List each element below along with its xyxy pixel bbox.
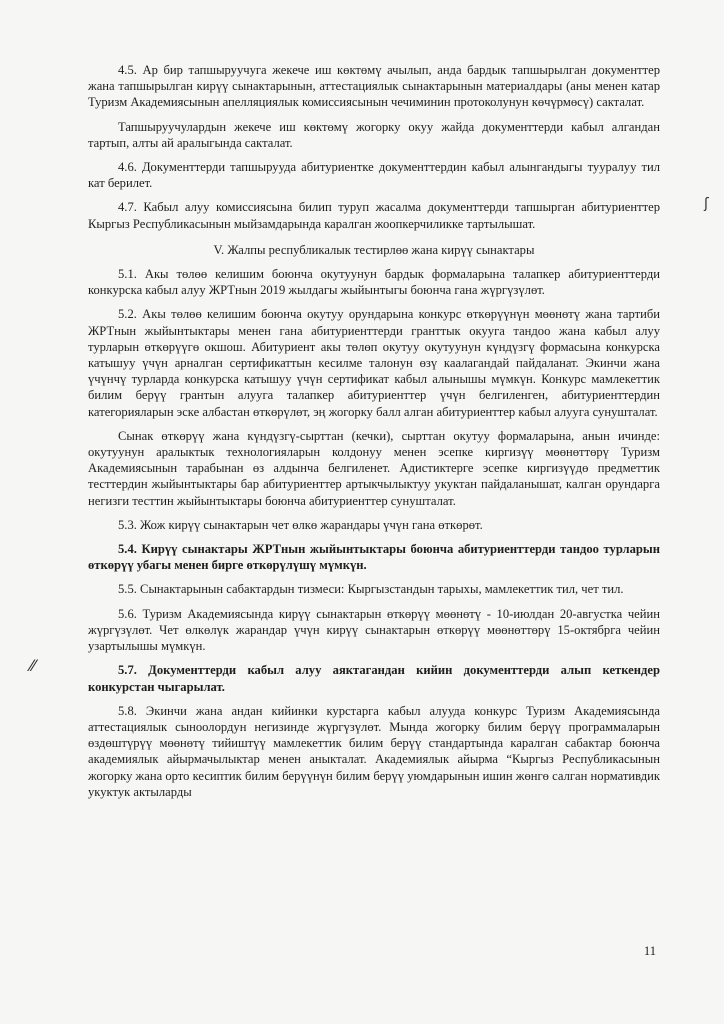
paragraph-5-1: 5.1. Акы төлөө келишим боюнча окутуунун бардык формаларына талапкер абитуриенттерди конкурска кабыл алуу ЖРТнын 2019 жылдагы жыйынтыгы боюнча гана жүргүзүлөт.: [88, 267, 660, 298]
paragraph-5-7: 5.7. Документтерди кабыл алуу аяктагандан кийин документтерди алып кеткендер конкурстан чыгарылат.: [88, 663, 660, 694]
margin-scribble: ⁄⁄: [30, 656, 36, 675]
section-heading: V. Жалпы республикалык тестирлөө жана кирүү сынактары: [213, 242, 535, 257]
paragraph-5-3: 5.3. Жож кирүү сынактарын чет өлкө жарандары үчүн гана өткөрөт.: [118, 517, 483, 532]
document-body: [88, 62, 660, 808]
paragraph-5-6: 5.6. Туризм Академиясында кирүү сынактарын өткөрүү мөөнөтү - 10-июлдан 20-августка чейин жүргүзүлөт. Чет өлкөлүк жарандар үчүн кирүү сынактарын өткөрүү мөөнөттөрү 15-октябрга чейин узартылышы мүмкүн.: [88, 606, 660, 654]
paragraph-5-2-exams: Сынак өткөрүү жана күндүзгү-сырттан (кечки), сырттан окутуу формаларына, анын ичинде: окутуунун аралыктык технологияларын колдонуу менен эсепке киргизүү мөөнөттөрү Туризм Академиясынын тарабынан өз алдынча белгиленет. Адистиктерге эсепке киргизүүдө предметтик тесттердин жыйынтыктары бар абитуриенттер артыкчылыктуу укуктан пайдаланышат, калган орундарга негизги тесттин жыйынтыктары боюнча абитуриенттер сунушталат.: [88, 428, 660, 508]
paragraph-5-8: 5.8. Экинчи жана андан кийинки курстарга кабыл алууда конкурс Туризм Академиясында аттестациялык сыноолордун негизинде жүргүзүлөт. Мында жогорку билим берүү программаларын өздөштүрүү мөөнөтү тийиштүү мамлекеттик билим берүү стандартында каралган сабактар боюнча академиялык айырмачылыктар менен аныкталат. Академиялык айырма “Кыргыз Республикасынын жогорку жана орто кесиптик билим берүүнүн билим берүү уюмдарынын ишин жөнгө салган нормативдик укуктук актыларды: [88, 703, 660, 799]
margin-mark: ʃ: [704, 196, 709, 212]
paragraph-5-2: 5.2. Акы төлөө келишим боюнча окутуу орундарына конкурс өткөрүүнүн мөөнөтү жана тартиби ЖРТнын жыйынтыктары менен гана абитуриенттерди гранттык окууга тандоо жана кабыл алуу турларын өткөрүүгө окшош. Абитуриент акы төлөп окутуу окутуунун күндүзгү формасына конкурска катышуу үчүн арналган сертификаттын кесилме талонун өзү каалагандай пайдаланат. Экинчи жана үчүнчү турларда конкурска катышуу үчүн сертификат кабыл алынышы мүмкүн. Конкурс мамлекеттик билим берүү грантын алууга талапкер абитуриенттер үчүн белгиленген, абитуриенттердин категорияларын эске албастан өткөрүлөт, эң жогорку балл алган абитуриенттер кабыл алууга сунушталат.: [88, 307, 660, 419]
paragraph-4-6: 4.6. Документтерди тапшырууда абитуриентке документтердин кабыл алынгандыгы тууралуу тил кат берилет.: [88, 160, 660, 191]
paragraph-5-4: 5.4. Кирүү сынактары ЖРТнын жыйынтыктары боюнча абитуриенттерди тандоо турларын өткөрүү убагы менен бирге өткөрүлүшү мүмкүн.: [88, 542, 660, 573]
page-number: 11: [643, 944, 656, 958]
paragraph-5-5: 5.5. Сынактарынын сабактардын тизмеси: Кыргызстандын тарыхы, мамлекеттик тил, чет тил.: [118, 582, 624, 597]
paragraph-4-5-storage: Тапшыруучулардын жекече иш көктөмү жогорку окуу жайда документтерди кабыл алгандан тартып, алты ай аралыгында сакталат.: [88, 119, 660, 150]
paragraph-4-5: 4.5. Ар бир тапшыруучуга жекече иш көктөмү ачылып, анда бардык тапшырылган документтер жана тапшырылган кирүү сынактарынын, аттестациялык сынактарынын материалдары (аны менен катар Туризм Академиясынын апелляциялык комиссиясынын чечиминин протоколунун көчүрмөсү) сакталат.: [88, 63, 660, 110]
paragraph-4-7: 4.7. Кабыл алуу комиссиясына билип туруп жасалма документтерди тапшырган абитуриенттер Кыргыз Республикасынын мыйзамдарында каралган жоопкерчиликке тартылышат.: [88, 200, 660, 231]
